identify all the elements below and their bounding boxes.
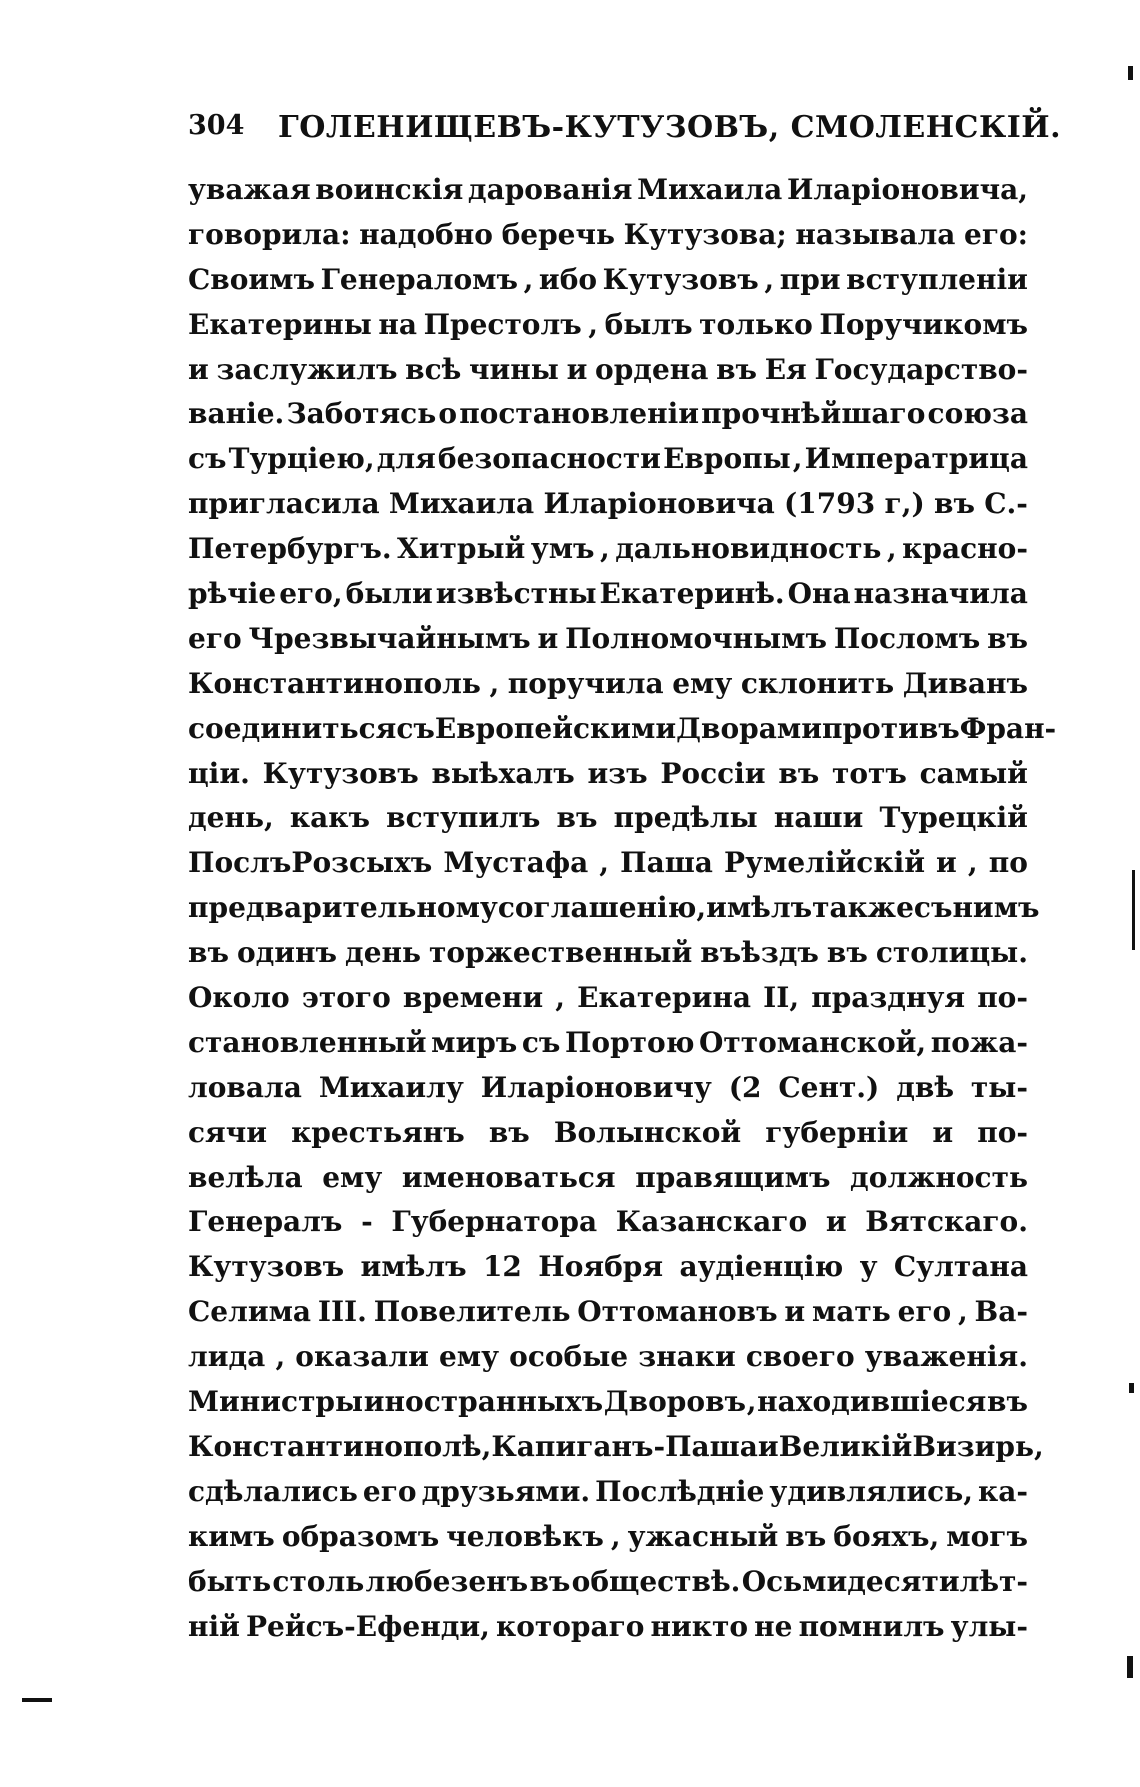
word: въ [188,936,229,970]
word: Рейсъ-Ефенди, [246,1609,490,1643]
word: тотъ [831,756,907,790]
text-line [188,258,1028,303]
word: беречь [501,217,615,251]
word: умъ [530,532,595,566]
word: , [696,891,707,925]
text-line [188,527,1028,572]
word: и [537,621,559,655]
word: , [967,846,978,880]
margin-mark-top-right [1128,66,1133,80]
word: находившіеся [757,1385,987,1419]
word: уваженія. [864,1340,1028,1374]
text-line [188,1021,1028,1066]
word: Кутузовъ [188,1250,345,1284]
word: ка- [977,1474,1028,1508]
word: день, [188,801,274,835]
word: Петербургъ. [188,532,392,566]
word: ПослъРозсыхъ [188,846,433,880]
word: Полномочнымъ [565,621,827,655]
word: Ва- [974,1295,1028,1329]
word: пожа- [930,1025,1028,1059]
word: Екатерина [577,981,751,1015]
text-line [188,752,1028,797]
word: былъ [604,307,693,341]
word: должность [850,1160,1028,1194]
word: ціи. [188,756,250,790]
word: - [361,1205,373,1239]
text-line [188,1111,1028,1156]
word: , [600,532,610,566]
word: Константинополѣ, [188,1429,492,1463]
word: ему [438,1340,500,1374]
word: его [362,1474,417,1508]
word: и [784,1295,806,1329]
word: Султана [893,1250,1028,1284]
word: Хитрый [397,532,526,566]
word: не [754,1609,793,1643]
word: назначила [853,577,1028,611]
word: Оттоманской, [698,1025,927,1059]
word: пригласила [188,487,380,521]
word: и [188,352,209,386]
word: , [886,532,897,566]
word: г,) [884,487,925,521]
word: предѣлы [613,801,758,835]
word: въѣздъ [700,936,819,970]
margin-rule-right [1132,870,1135,950]
word: и [932,1115,954,1149]
word: при [779,262,841,296]
word: Селима [188,1295,312,1329]
word: противъ [821,711,960,745]
word: его: [964,217,1028,251]
word: Престолъ [423,307,582,341]
word: Михаила [388,487,535,521]
word: велѣла [188,1160,303,1194]
word: называла [795,217,956,251]
word: Своимъ [188,262,315,296]
word: Дворами [676,711,822,745]
word: Губернатора [391,1205,598,1239]
word: о [438,397,458,431]
word: ній [188,1609,240,1643]
word: Ея [764,352,807,386]
word: Паша [620,846,713,880]
word: 12 [482,1250,522,1284]
word: Министры [188,1385,364,1419]
word: Волынской [553,1115,742,1149]
word: Михаилу [318,1070,464,1104]
word: самый [919,756,1028,790]
word: Кутузовъ [602,262,759,296]
text-line [188,303,1028,348]
word: улы- [950,1609,1028,1643]
text-line [188,1335,1028,1380]
word: бояхъ, [833,1519,940,1553]
word: Кутузовъ [262,756,419,790]
word: , [746,1385,757,1419]
word: по [988,846,1028,880]
word: миръ [431,1025,518,1059]
word: прочнѣйшаго [701,397,926,431]
word: говорила: [188,217,351,251]
word: Фран- [959,711,1057,745]
word: становленный [188,1025,427,1059]
word: человѣкъ [446,1519,604,1553]
word: безопасности [437,442,661,476]
word: въ [934,487,975,521]
word: въ [785,1519,827,1553]
word: образомъ [281,1519,440,1553]
word: III. [317,1295,367,1329]
text-line [188,1470,1028,1515]
word: его [188,621,242,655]
word: Константинополь [188,666,481,700]
word: ему [672,666,733,700]
word: Сент.) [778,1070,880,1104]
margin-mark-bottom-right [1127,1656,1133,1678]
word: наши [773,801,864,835]
text-line [188,1425,1044,1470]
word: , [610,1519,621,1553]
text-line [188,572,1028,617]
word: Поручикомъ [819,307,1028,341]
word: воинскія [315,173,464,206]
word: иностранныхъ [363,1385,604,1419]
text-line [188,1290,1028,1335]
word: губерніи [765,1115,909,1149]
word: только [699,307,813,341]
word: дарованія [467,173,633,206]
word: Портою [564,1025,695,1059]
body-text [188,168,1057,1649]
word: день [345,936,422,970]
word: Иларіоновича [543,487,775,521]
word: , [275,1340,286,1374]
word: его [897,1295,952,1329]
text-line [188,437,1028,482]
word: Казанскаго [615,1205,808,1239]
text-line [188,841,1028,886]
text-line [188,392,1028,437]
text-line [188,707,1057,752]
word: ибо [538,262,598,296]
word: Екатерины [188,307,372,341]
word: на [378,307,417,341]
word: могъ [946,1519,1028,1553]
word: были [345,577,433,611]
word: мать [811,1295,891,1329]
word: для [376,442,436,476]
page-number: 304 [188,110,245,141]
word: его, [279,577,343,611]
word: Россіи [660,756,766,790]
word: этого [301,981,391,1015]
word: двѣ [896,1070,955,1104]
text-line [188,1380,1028,1425]
word: (2 [728,1070,762,1104]
word: любезенъ [365,1564,529,1598]
word: , [958,1295,968,1329]
word: особые [509,1340,629,1374]
word: уважая [188,173,311,206]
word: и [936,846,957,880]
word: Повелитель [373,1295,571,1329]
word: въ [556,801,598,835]
word: и [825,1205,847,1239]
text-line [188,1605,1028,1650]
word: столицы. [875,936,1028,970]
word: въ [488,1115,530,1149]
word: предварительному [188,891,498,925]
word: Государство- [814,352,1028,386]
word: кимъ [188,1519,275,1553]
word: Императрица [804,442,1028,476]
word: нимъ [952,891,1040,925]
word: съ [913,891,953,925]
text-line [188,1066,1028,1111]
word: всѣ [405,352,462,386]
word: Мустафа [443,846,589,880]
word: Около [188,981,290,1015]
word: своего [745,1340,855,1374]
word: соглашенію [497,891,697,925]
word: Румелійскій [724,846,925,880]
running-title: ГОЛЕНИЩЕВЪ-КУТУЗОВЪ, СМОЛЕНСКІЙ. [278,110,1062,145]
word: Чрезвычайнымъ [248,621,531,655]
text-line [188,482,1028,527]
word: въ [529,1564,571,1598]
word: и [566,352,588,386]
text-line [188,1156,1028,1201]
word: , [588,307,599,341]
word: имѣлъ [360,1250,467,1284]
word: Послѣдніе [595,1474,765,1508]
text-line [188,617,1028,662]
word: съ [396,711,435,745]
word: правящимъ [635,1160,831,1194]
word: Генералъ [188,1205,343,1239]
word: въ [987,621,1028,655]
word: ловала [188,1070,302,1104]
text-line [188,168,1028,213]
word: какъ [289,801,370,835]
word: имѣлъ [706,891,813,925]
word: котораго [495,1609,645,1643]
word: столь [272,1564,365,1598]
word: Диванъ [902,666,1028,700]
text-line [188,662,1028,707]
word: Оттомановъ [577,1295,778,1329]
word: (1793 [784,487,876,521]
word: Кутузова; [623,217,787,251]
word: по- [977,1115,1028,1149]
text-line [188,976,1028,1021]
word: ваніе. [188,397,285,431]
word: друзьями. [421,1474,591,1508]
margin-mark-right-lower [1129,1383,1134,1393]
word: постановленіи [459,397,699,431]
word: II, [763,981,800,1015]
word: времени [402,981,544,1015]
word: , [792,442,803,476]
word: чины [469,352,559,386]
word: ему [322,1160,383,1194]
word: ужасный [627,1519,779,1553]
word: Дворовъ [603,1385,746,1419]
word: и [757,1429,779,1463]
word: у [859,1250,878,1284]
word: удивлялись, [769,1474,973,1508]
word: въ [987,1385,1028,1419]
word: соединиться [188,711,397,745]
word: съ [521,1025,561,1059]
word: выѣхалъ [431,756,575,790]
word: Иларіоновича, [786,173,1028,206]
word: также [812,891,914,925]
word: крестьянъ [291,1115,465,1149]
word: извѣстны [435,577,597,611]
word: Визирь, [912,1429,1044,1463]
word: въ [716,352,758,386]
word: оказали [295,1340,429,1374]
word: Заботясь [286,397,437,431]
word: никто [650,1609,749,1643]
text-line [188,1200,1028,1245]
word: дальновидность [615,532,882,566]
text-line [188,931,1028,976]
word: , [523,262,534,296]
word: заслужилъ [216,352,398,386]
word: знаки [638,1340,736,1374]
word: Вятскаго. [865,1205,1028,1239]
word: Михаила [637,173,783,206]
word: надобно [359,217,493,251]
text-line [188,1245,1028,1290]
word: съ [188,442,227,476]
word: красно- [902,532,1028,566]
word: , [555,981,566,1015]
text-line [188,1560,1028,1605]
word: быть [188,1564,272,1598]
word: помнилъ [798,1609,945,1643]
word: аудіенцію [679,1250,844,1284]
word: вступилъ [386,801,541,835]
word: въ [778,756,820,790]
word: Великій [778,1429,913,1463]
word: въ [826,936,868,970]
word: , [599,846,610,880]
word: по- [977,981,1028,1015]
word: рѣчіе [188,577,277,611]
word: Европы [663,442,791,476]
word: сдѣлались [188,1474,358,1508]
word: ты- [970,1070,1028,1104]
word: одинъ [236,936,338,970]
word: лида [188,1340,266,1374]
word: Турецкій [879,801,1028,835]
word: празднуя [811,981,966,1015]
word: Екатеринѣ. [599,577,785,611]
word: союза [927,397,1028,431]
word: Иларіоновичу [480,1070,712,1104]
word: поручила [507,666,664,700]
word: сячи [188,1115,267,1149]
word: , [764,262,775,296]
word: Осьмидесятилѣт- [741,1564,1028,1598]
word: Генераломъ [320,262,518,296]
word: Европейскими [434,711,677,745]
word: именоваться [401,1160,616,1194]
word: С.- [984,487,1028,521]
text-line [188,348,1028,393]
word: Ноября [538,1250,664,1284]
margin-mark-bottom-left [22,1698,52,1702]
text-line [188,213,1028,258]
word: Посломъ [833,621,981,655]
word: Турціею, [228,442,375,476]
word: вступленіи [846,262,1028,296]
word: Она [787,577,851,611]
text-line [188,796,1028,841]
text-line [188,1515,1028,1560]
word: торжественный [429,936,693,970]
word: изъ [587,756,648,790]
word: Капиганъ-Паша [491,1429,758,1463]
text-line [188,886,1040,931]
word: , [489,666,500,700]
word: склонить [740,666,895,700]
word: обществѣ. [571,1564,741,1598]
word: ордена [595,352,709,386]
page-header [188,110,1062,160]
